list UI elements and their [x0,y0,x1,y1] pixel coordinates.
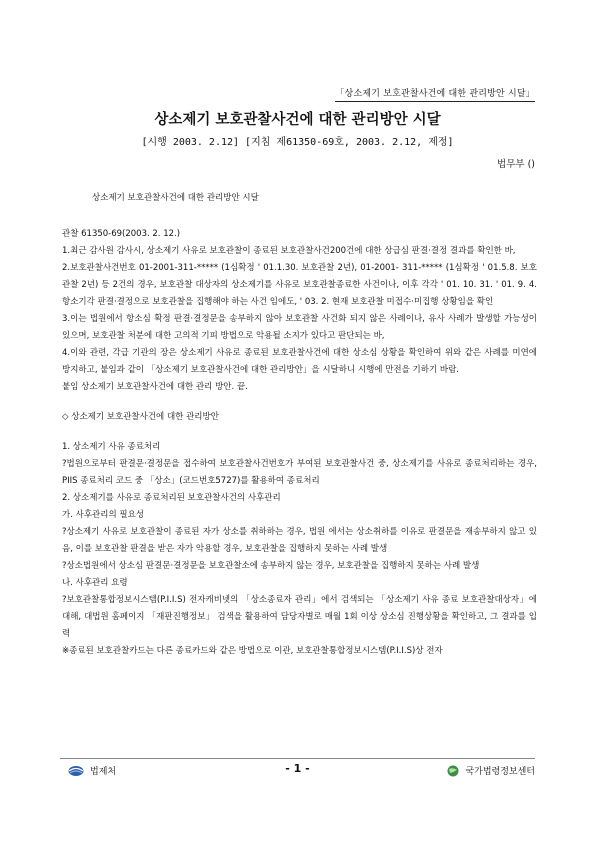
document-heading: 상소제기 보호관찰사건에 대한 관리방안 시달 [92,193,259,203]
item-2a-body-1: ?상소제기 사유로 보호관찰이 종료된 자가 상소를 취하하는 경우, 법원 에서는 상소취하를 이유로 판결문을 재송부하지 않고 있음, 이를 보호관찰 판결을 받은 자가 악용할 경우, 보호관찰을 집행하지 못하는 사례 발생 [62,527,537,554]
running-header: 「상소제기 보호관찰사건에 대한 관리방안 시달」 [335,86,535,102]
item-1-body: ?법원으로부터 판결문·결정문을 접수하여 보호관찰사건번호가 부여된 보호관찰사건 중, 상소제기를 사유로 종료처리하는 경우, PIIS 종료처리 코드 중 「상소」(코드번호5727)를 활용하여 종료처리 [62,459,537,486]
footer-right [445,764,535,777]
section-title: ◇ 상소제기 보호관찰사건에 대한 관리방안 [62,412,219,422]
item-1-heading: 1. 상소제기 사유 종료처리 [62,442,161,452]
document-number: 관찰 61350-69(2003. 2. 12.) [62,229,181,239]
item-2a-heading: 가. 사후관리의 필요성 [62,510,145,520]
paragraph-1: 1.최근 감사원 감사시, 상소제기 사유로 보호관찰이 종료된 보호관찰사건200건에 대한 상급심 판결·결정 결과를 확인한 바, [62,246,516,256]
page-number: - 1 - [285,762,310,775]
item-2b-body: ?보호관찰통합정보시스템(P.I.I.S) 전자캐비넷의 「상소종료자 관리」에서 검색되는 「상소제기 사유 종료 보호관찰대상자」에 대해, 대법원 홈페이지 「재판진행정보」 검색을 활용하여 담당자별로 매월 1회 이상 상소심 진행상황을 확인하고, 그 결과를 입력 [62,595,537,639]
paragraph-2: 2.보호관찰사건번호 01-2001-311-***** (1심확정 ' 01.1.30. 보호관찰 2년), 01-2001- 311-***** (1심확정 ' 01.5.8. 보호관찰 2년) 등 2건의 경우, 보호관찰 대상자의 상소제기를 사유로 보호관찰종료한 사건이나, 이후 각각 ' 01. 10. 31. ' 01. 9. 4. 항소기각 판결·결정으로 보호관찰을 집행해야 하는 사건 임에도, ' 03. 2. 현재 보호관찰 미접수·미집행 상황임을 확인 [62,263,537,307]
enactment-info: [시행 2003. 2.12] [지침 제61350-69호, 2003. 2.12, 제정] [141,137,454,148]
item-2-heading: 2. 상소제기를 사유로 종료처리된 보호관찰사건의 사후관리 [62,493,281,503]
item-2b-heading: 나. 사후관리 요령 [62,578,128,588]
department: 법무부 () [497,159,535,170]
footer-source: 국가법령정보센터 [465,767,535,777]
paragraph-3: 3.이는 법원에서 항소심 확정 판결·결정문을 송부하지 않아 보호관찰 사건화 되지 않은 사례이나, 유사 사례가 발생할 가능성이 있으며, 보호관찰 처분에 대한 고의적 기피 방법으로 악용될 소지가 있다고 판단되는 바, [62,314,537,341]
page-footer [60,758,535,781]
globe-logo-icon [445,765,461,777]
page-title: 상소제기 보호관찰사건에 대한 관리방안 시달 [154,112,441,128]
item-2a-body-2: ?상소법원에서 상소심 판결문·결정문을 보호관찰소에 송부하지 않는 경우, 보호관찰을 집행하지 못하는 사례 발생 [62,561,480,571]
footer-publisher: 법제처 [90,767,117,777]
document-body [62,190,537,660]
attachment-line: 붙임 상소제기 보호관찰사건에 대한 관리 방안. 끝. [62,382,248,392]
paragraph-4: 4.이와 관련, 각급 기관의 장은 상소제기 사유로 종료된 보호관찰사건에 대한 상소심 상황을 확인하여 위와 같은 사례를 미연에 방지하고, 붙임과 같이 「상소제기 보호관찰사건에 대한 관리방안」을 시달하니 시행에 만전을 기하기 바람. [62,348,537,375]
item-2b-note: ※종료된 보호관찰카드는 다른 종료카드와 같은 방법으로 이관, 보호관찰통합정보시스템(P.I.I.S)상 전자 [62,646,443,656]
